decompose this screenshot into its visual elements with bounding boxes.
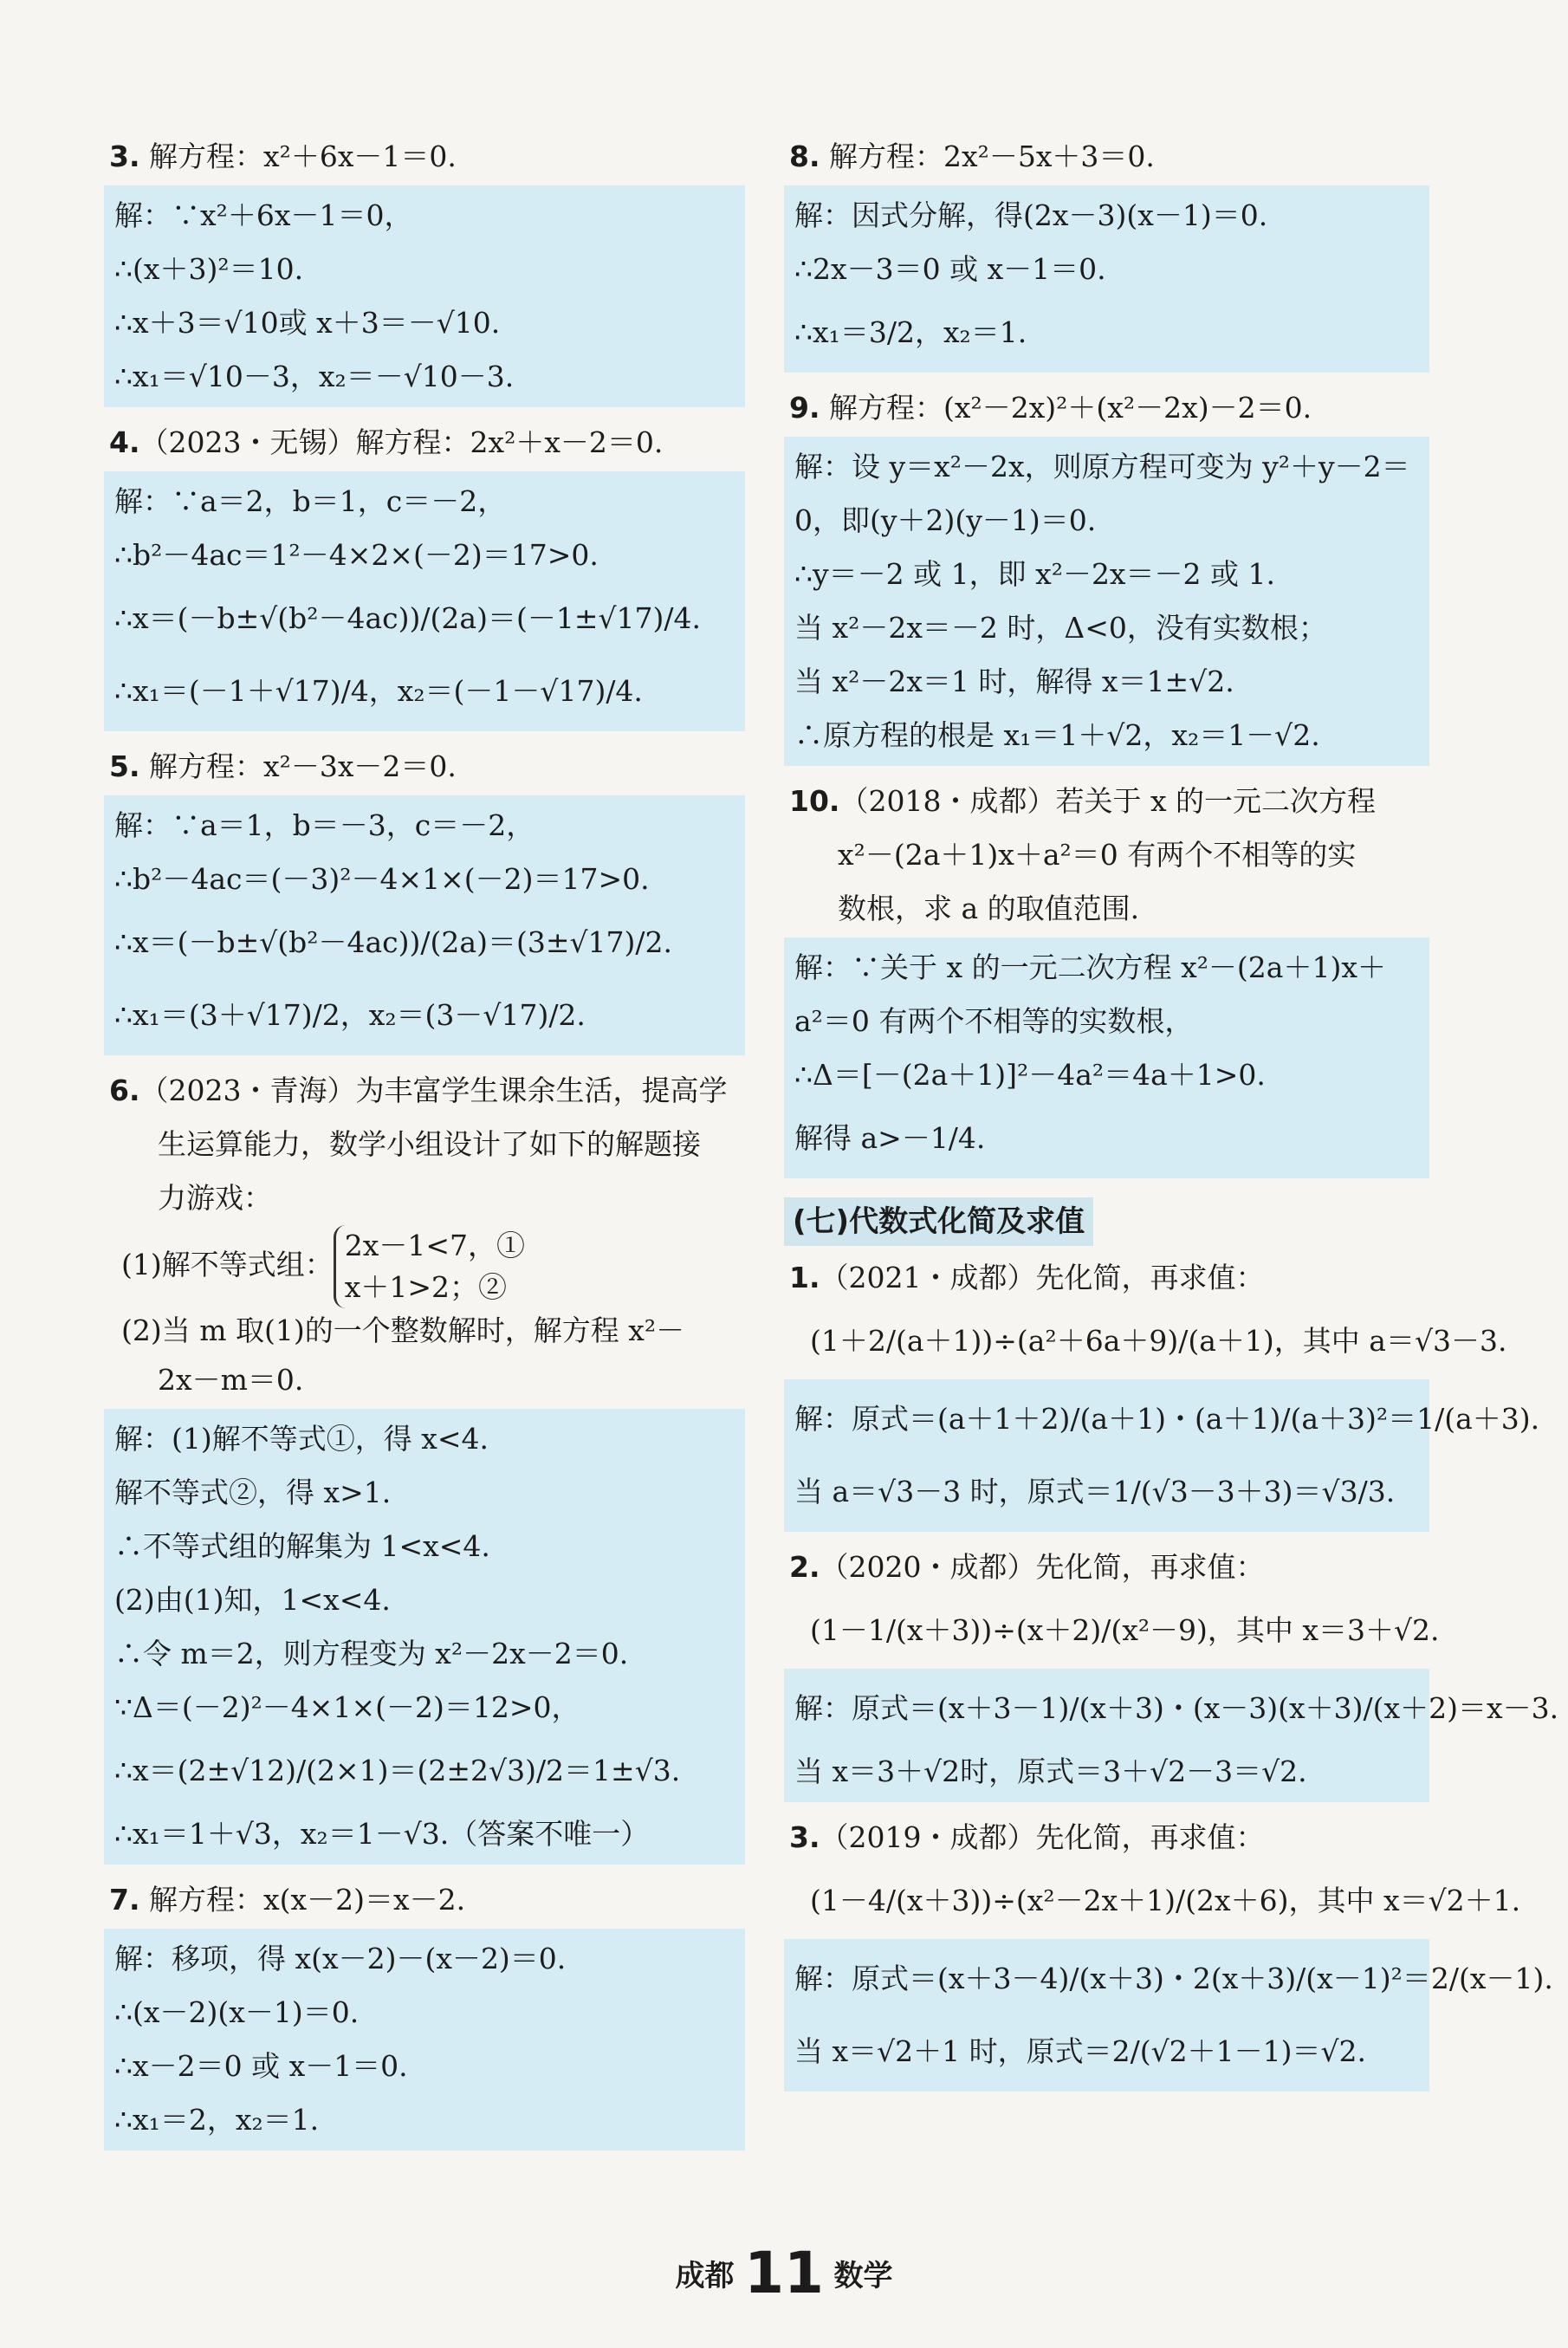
simplify-solution-1 xyxy=(784,1379,1540,1532)
right-column xyxy=(784,130,1559,2100)
expression-1: (1＋2/(a＋1))÷(a²＋6a＋9)/(a＋1)，其中 a＝√3－3. xyxy=(810,1324,1507,1358)
left-column xyxy=(104,130,745,2159)
page-footer xyxy=(0,2240,1568,2306)
solution-line: 解：原式＝(x＋3－4)/(x＋3)・2(x＋3)/(x－1)²＝2/(x－1). xyxy=(794,1962,1553,1995)
solution-8 xyxy=(784,185,1429,373)
solution-line: ∴x₁＝2，x₂＝1. xyxy=(114,2103,320,2137)
expression-3: (1－4/(x＋3))÷(x²－2x＋1)/(2x＋6)，其中 x＝√2＋1. xyxy=(810,1884,1521,1917)
footer-city: 成都 xyxy=(675,2259,735,2293)
solution-line: 当 x＝3＋√2时，原式＝3＋√2－3＝√2. xyxy=(794,1755,1307,1788)
section-title: (七)代数式化简及求值 xyxy=(784,1197,1093,1246)
solution-line: 解：设 y＝x²－2x，则原方程可变为 y²＋y－2＝ xyxy=(794,450,1410,483)
solution-line: 当 x²－2x＝1 时，解得 x＝1±√2. xyxy=(794,665,1234,698)
solution-line: ∴b²－4ac＝1²－4×2×(－2)＝17>0. xyxy=(114,538,599,572)
solution-line: 解：原式＝(a＋1＋2)/(a＋1)・(a＋1)/(a＋3)²＝1/(a＋3). xyxy=(794,1402,1540,1436)
simplify-solution-3 xyxy=(784,1939,1553,2092)
solution-3 xyxy=(104,185,745,407)
solution-line: 解：原式＝(x＋3－1)/(x＋3)・(x－3)(x＋3)/(x＋2)＝x－3. xyxy=(794,1691,1559,1725)
solution-6 xyxy=(104,1409,745,1865)
inequality-system: 2x－1<7，① x＋1>2；② xyxy=(334,1225,525,1308)
solution-line: 解不等式②，得 x>1. xyxy=(114,1476,392,1509)
solution-5 xyxy=(104,795,745,1055)
solution-line: ∴令 m＝2，则方程变为 x²－2x－2＝0. xyxy=(114,1637,629,1670)
solution-line: ∴x＋3＝√10或 x＋3＝－√10. xyxy=(114,306,501,340)
question-5: 5. 解方程：x²－3x－2＝0. xyxy=(109,749,457,783)
sub-question-1: (1)解不等式组： 2x－1<7，① x＋1>2；② xyxy=(109,1225,745,1308)
solution-line: ∴不等式组的解集为 1<x<4. xyxy=(114,1529,490,1563)
solution-7 xyxy=(104,1929,745,2150)
solution-line: ∴x＝(－b±√(b²－4ac))/(2a)＝(3±√17)/2. xyxy=(114,925,672,959)
solution-line: ∴Δ＝[－(2a＋1)]²－4a²＝4a＋1>0. xyxy=(794,1058,1266,1092)
solution-line: ∴y＝－2 或 1，即 x²－2x＝－2 或 1. xyxy=(794,557,1276,591)
question-3: 3. 解方程：x²＋6x－1＝0. xyxy=(109,139,457,173)
solution-line: 当 x²－2x＝－2 时，Δ<0，没有实数根； xyxy=(794,611,1327,645)
solution-9 xyxy=(784,437,1429,766)
solution-line: 当 a＝√3－3 时，原式＝1/(√3－3＋3)＝√3/3. xyxy=(794,1475,1396,1508)
solution-line: 当 x＝√2＋1 时，原式＝2/(√2＋1－1)＝√2. xyxy=(794,2034,1366,2068)
solution-line: ∵Δ＝(－2)²－4×1×(－2)＝12>0， xyxy=(114,1690,580,1724)
solution-line: ∴x₁＝3/2，x₂＝1. xyxy=(794,315,1027,349)
solution-line: ∴2x－3＝0 或 x－1＝0. xyxy=(794,252,1106,286)
solution-line: ∴x₁＝(3＋√17)/2，x₂＝(3－√17)/2. xyxy=(114,998,586,1032)
solution-line: ∴x₁＝1＋√3，x₂＝1－√3.（答案不唯一） xyxy=(114,1817,650,1851)
solution-4 xyxy=(104,471,745,731)
solution-line: ∴(x＋3)²＝10. xyxy=(114,252,304,286)
question-10: 10.（2018・成都）若关于 x 的一元二次方程 x²－(2a＋1)x＋a²＝0 有两个不相等的实 数根，求 a 的取值范围. xyxy=(789,784,1377,925)
footer-subject: 数学 xyxy=(833,2259,893,2293)
solution-line: ∴x₁＝(－1＋√17)/4，x₂＝(－1－√17)/4. xyxy=(114,674,643,708)
page-number: 11 xyxy=(744,2240,824,2306)
solution-line: ∴原方程的根是 x₁＝1＋√2，x₂＝1－√2. xyxy=(794,718,1320,752)
question-4: 4.（2023・无锡）解方程：2x²＋x－2＝0. xyxy=(109,425,664,459)
question-7: 7. 解方程：x(x－2)＝x－2. xyxy=(109,1883,466,1917)
solution-line: 解：∵x²＋6x－1＝0， xyxy=(114,198,413,232)
simplify-solution-2 xyxy=(784,1669,1559,1802)
solution-line: 解：(1)解不等式①，得 x<4. xyxy=(114,1422,489,1456)
solution-line: ∴(x－2)(x－1)＝0. xyxy=(114,1995,360,2029)
solution-line: ∴x－2＝0 或 x－1＝0. xyxy=(114,2049,408,2083)
solution-line: 0，即(y＋2)(y－1)＝0. xyxy=(794,503,1097,537)
solution-line: ∴x＝(－b±√(b²－4ac))/(2a)＝(－1±√17)/4. xyxy=(114,601,701,635)
solution-line: ∴b²－4ac＝(－3)²－4×1×(－2)＝17>0. xyxy=(114,862,650,896)
question-8: 8. 解方程：2x²－5x＋3＝0. xyxy=(789,139,1155,173)
simplify-question-3: 3.（2019・成都）先化简，再求值： xyxy=(789,1820,1265,1854)
solution-line: 解：∵a＝1，b＝－3，c＝－2， xyxy=(114,808,535,842)
solution-line: 解：∵关于 x 的一元二次方程 x²－(2a＋1)x＋ xyxy=(794,950,1386,984)
expression-2: (1－1/(x＋3))÷(x＋2)/(x²－9)，其中 x＝3＋√2. xyxy=(810,1613,1440,1647)
simplify-question-2: 2.（2020・成都）先化简，再求值： xyxy=(789,1550,1265,1584)
solution-line: a²＝0 有两个不相等的实数根， xyxy=(794,1004,1194,1038)
sub-question-2: (2)当 m 取(1)的一个整数解时，解方程 x²－ xyxy=(121,1313,685,1347)
solution-line: 解：因式分解，得(2x－3)(x－1)＝0. xyxy=(794,198,1268,232)
solution-line: 解：∵a＝2，b＝1，c＝－2， xyxy=(114,484,507,518)
question-9: 9. 解方程：(x²－2x)²＋(x²－2x)－2＝0. xyxy=(789,391,1312,425)
solution-line: (2)由(1)知，1<x<4. xyxy=(114,1583,391,1617)
question-6: 6.（2023・青海）为丰富学生课余生活，提高学 生运算能力，数学小组设计了如下的解题接 力游戏： (1)解不等式组： 2x－1<7，① x＋1>2；② (2)当 m 取(1)的一个整数解时，解方程 x²－ 2x－m＝0. xyxy=(104,1064,745,1407)
simplify-question-1: 1.（2021・成都）先化简，再求值： xyxy=(789,1261,1265,1294)
solution-line: 解：移项，得 x(x－2)－(x－2)＝0. xyxy=(114,1942,567,1975)
solution-line: ∴x₁＝√10－3，x₂＝－√10－3. xyxy=(114,360,515,393)
solution-line: ∴x＝(2±√12)/(2×1)＝(2±2√3)/2＝1±√3. xyxy=(114,1754,681,1787)
solution-line: 解得 a>－1/4. xyxy=(794,1121,986,1155)
solution-10 xyxy=(784,937,1429,1178)
